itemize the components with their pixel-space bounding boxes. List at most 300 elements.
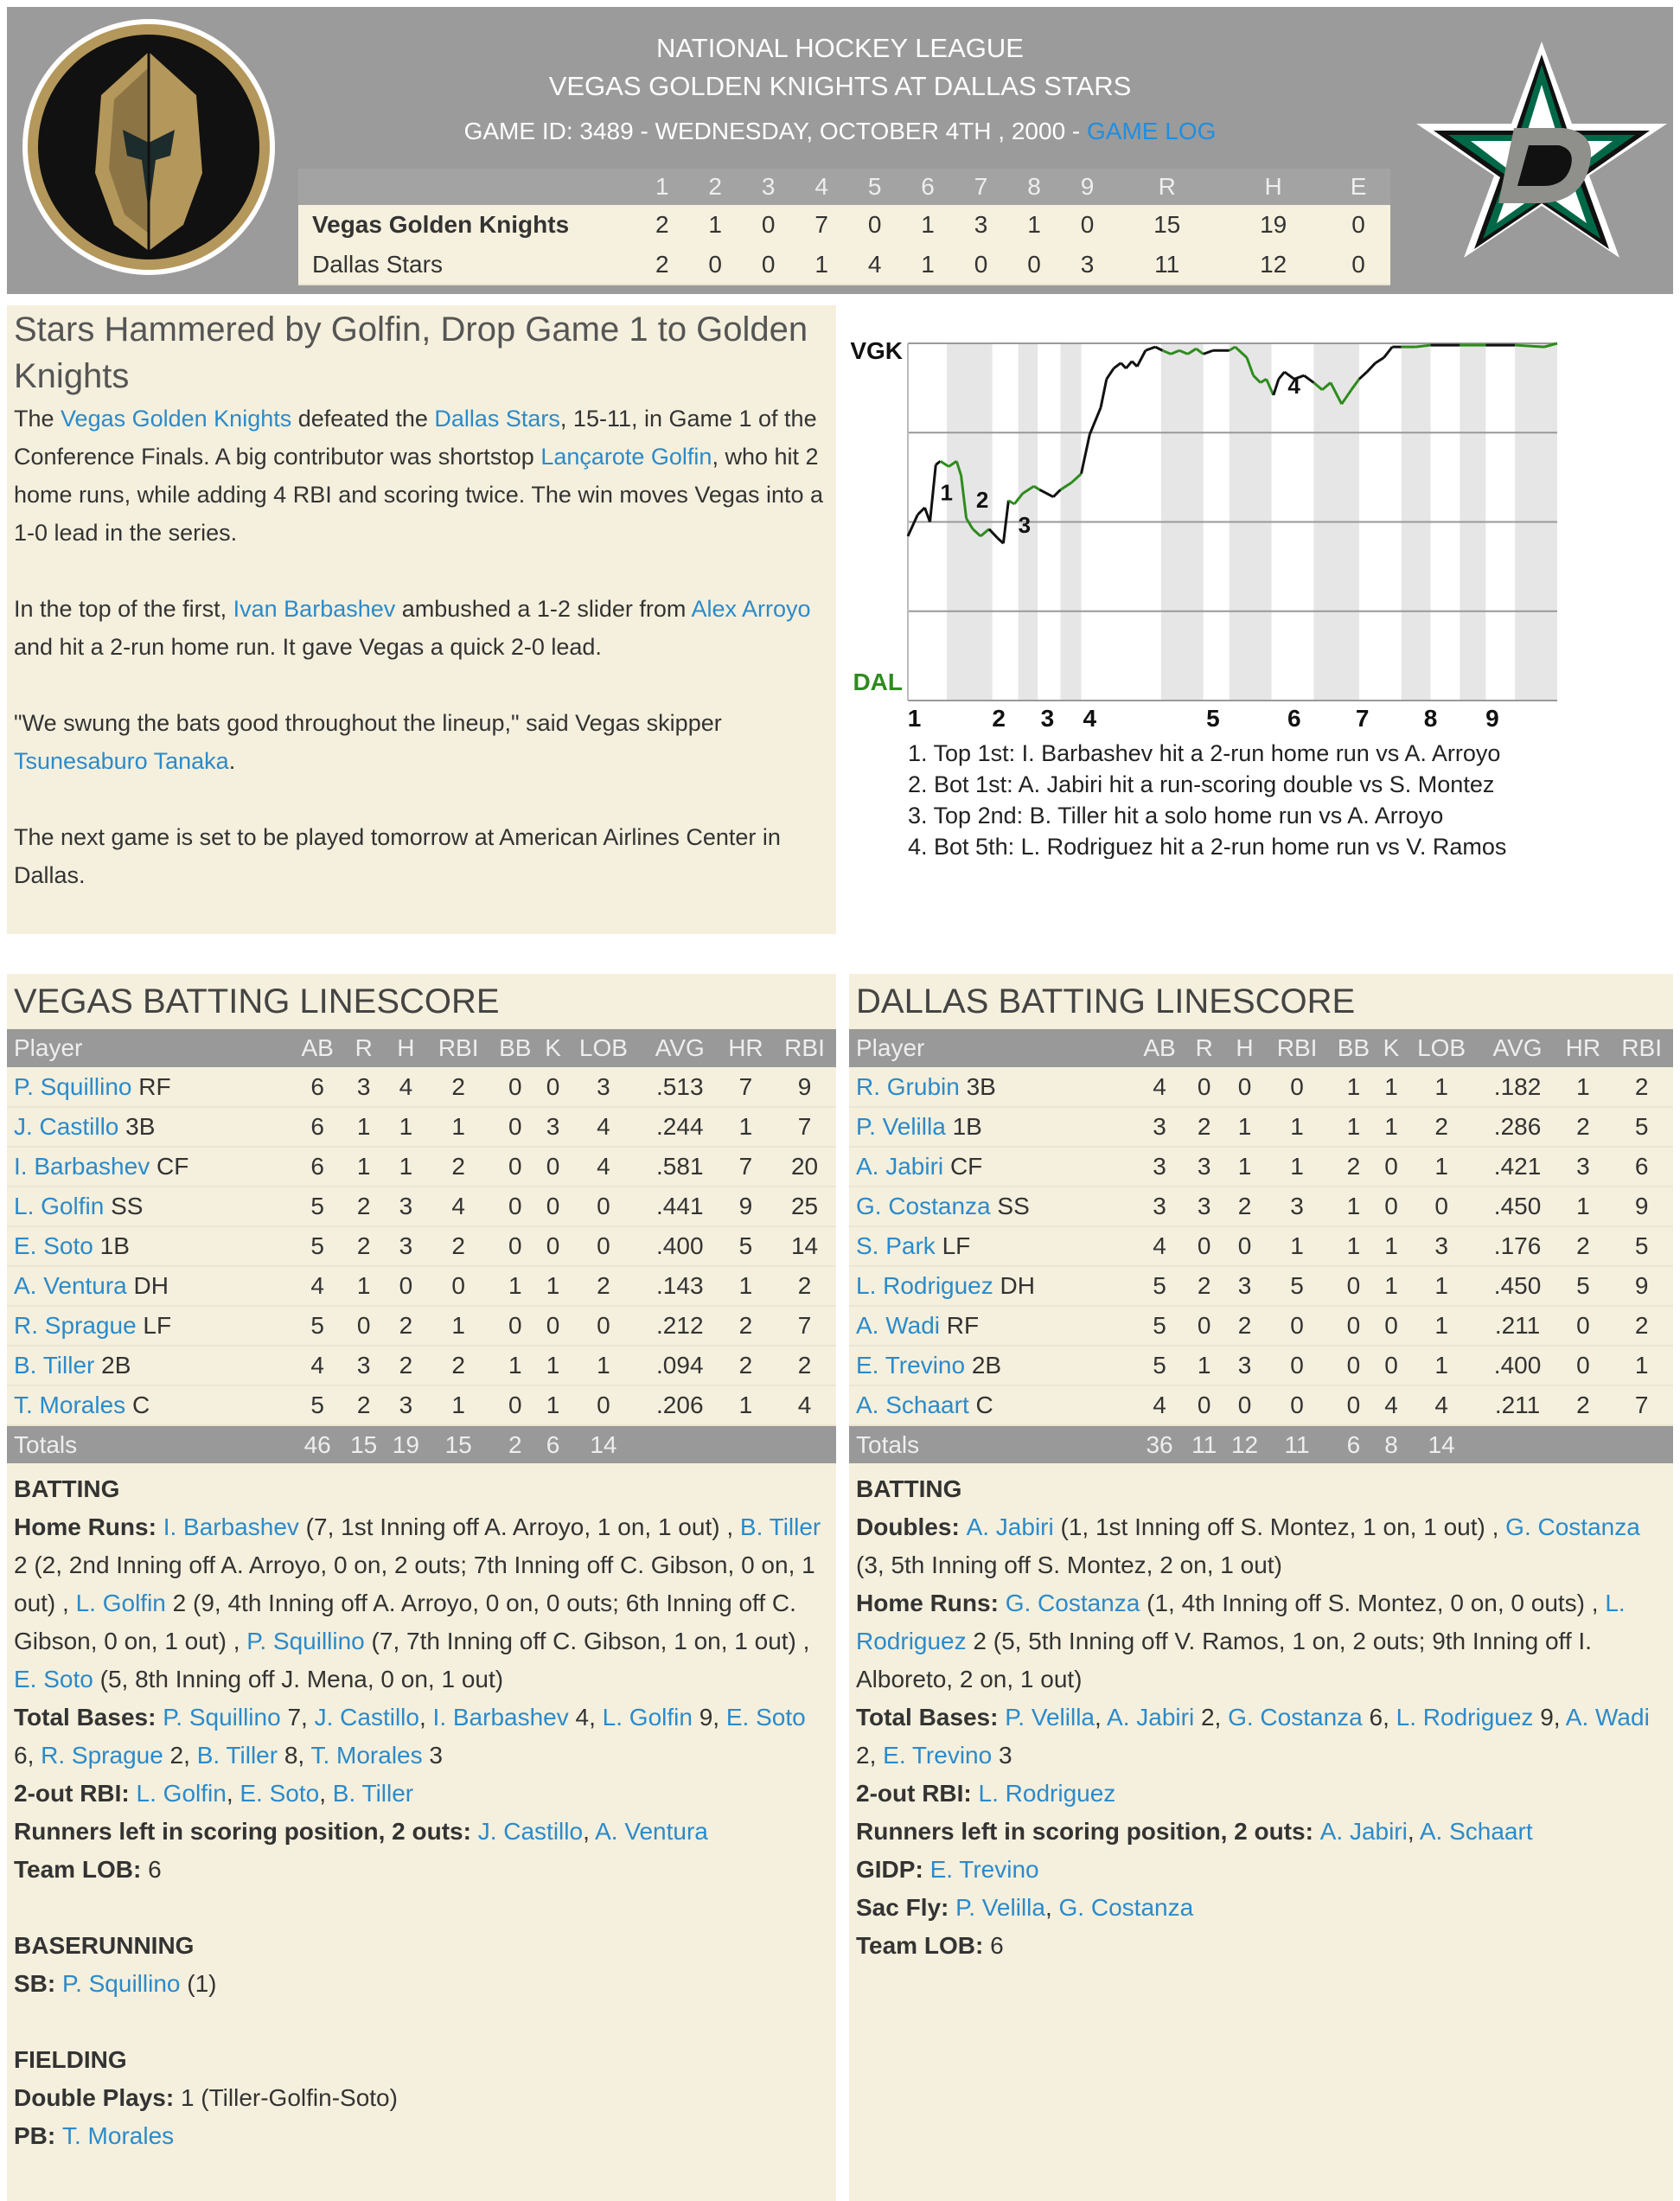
linescore-header — [298, 169, 1390, 205]
player-position: 1B — [952, 1113, 982, 1140]
note-line — [14, 1851, 829, 1889]
linescore-col-header: 6 — [901, 169, 954, 205]
player-position: C — [131, 1392, 150, 1418]
totals-cell: 6 — [1328, 1425, 1378, 1463]
totals-cell: 8 — [1378, 1425, 1403, 1463]
game-log-link[interactable]: GAME LOG — [1087, 118, 1217, 144]
stat-cell: 5 — [1555, 1266, 1610, 1306]
player-link[interactable]: A. Jabiri — [1319, 1818, 1408, 1845]
player-cell — [7, 1187, 292, 1226]
batting-row — [7, 1107, 836, 1147]
game-recap-article — [7, 305, 836, 934]
player-link[interactable]: E. Trevino — [856, 1352, 966, 1379]
note-text: 2, — [1194, 1704, 1229, 1731]
player-link[interactable]: P. Velilla — [856, 1113, 946, 1140]
stat-cell: 0 — [490, 1067, 540, 1107]
player-link[interactable]: A. Ventura — [595, 1818, 708, 1845]
linescore-col-header: 7 — [955, 169, 1007, 205]
batting-header-row — [7, 1029, 836, 1067]
batting-row — [849, 1067, 1673, 1107]
stat-cell: 3 — [565, 1067, 642, 1107]
batting-col-header: RBI — [773, 1029, 836, 1067]
event-marker: 3 — [1018, 511, 1032, 538]
note-line — [856, 1813, 1666, 1851]
vgk-axis-label: VGK — [850, 337, 903, 364]
player-link[interactable]: L. Rodriguez — [856, 1590, 1626, 1654]
stat-cell: 0 — [565, 1385, 642, 1425]
linescore-cell: 7 — [795, 205, 847, 245]
player-link[interactable]: I. Barbashev — [163, 1513, 299, 1540]
stat-cell: .211 — [1479, 1385, 1556, 1425]
note-text: (1, 4th Inning off S. Montez, 0 on, 0 outs) , — [1140, 1590, 1606, 1616]
player-link[interactable]: A. Jabiri — [856, 1153, 944, 1180]
player-link[interactable]: R. Sprague — [41, 1742, 163, 1769]
wp-line-segment — [930, 464, 936, 521]
note-text: 2 (5, 5th Inning off V. Ramos, 1 on, 2 outs; 9th Inning off I. Alboreto, 2 on, 1 out) — [856, 1628, 1592, 1692]
linescore-col-header: 1 — [636, 169, 688, 205]
inning-label: 4 — [1083, 705, 1097, 732]
player-link[interactable]: A. Schaart — [856, 1392, 969, 1418]
note-label: Doubles: — [856, 1513, 967, 1540]
batting-col-header: K — [540, 1029, 565, 1067]
stat-cell: 3 — [1223, 1346, 1265, 1385]
player-position: 1B — [99, 1232, 130, 1259]
linescore-cell: 2 — [636, 245, 688, 285]
stat-cell: 1 — [1404, 1346, 1479, 1385]
linescore-cell: 3 — [1061, 245, 1114, 285]
stat-cell: 0 — [1185, 1226, 1223, 1266]
stat-cell: 1 — [565, 1346, 642, 1385]
player-link[interactable]: A. Wadi — [856, 1312, 940, 1339]
note-text: , who hit 2 home runs, while adding 4 RBI and scoring twice. The win moves Vegas into a 1-0 lead in the series. — [14, 444, 824, 546]
stat-cell: 1 — [719, 1385, 773, 1425]
totals-cell: 36 — [1134, 1425, 1185, 1463]
player-link[interactable]: P. Squillino — [163, 1704, 281, 1731]
stat-cell: 0 — [342, 1306, 385, 1346]
batting-col-header: AVG — [1479, 1029, 1556, 1067]
stat-cell: 0 — [1328, 1385, 1378, 1425]
vegas-notes — [7, 1463, 836, 2155]
linescore-cell: 11 — [1114, 245, 1220, 285]
player-position: SS — [997, 1193, 1030, 1219]
stat-cell: 2 — [1185, 1107, 1223, 1147]
stat-cell: 0 — [490, 1226, 540, 1266]
stat-cell: 4 — [773, 1385, 836, 1425]
player-link[interactable]: S. Park — [856, 1232, 936, 1259]
notes-section-title: BATTING — [14, 1475, 120, 1502]
player-link[interactable]: B. Tiller — [196, 1742, 278, 1769]
batting-row — [7, 1306, 836, 1346]
stat-cell: 9 — [719, 1187, 773, 1226]
stat-cell: 0 — [1328, 1346, 1378, 1385]
player-cell — [7, 1306, 292, 1346]
linescore-cell: 2 — [636, 205, 688, 245]
player-link[interactable]: L. Rodriguez — [856, 1272, 993, 1299]
stat-cell: 4 — [1134, 1226, 1185, 1266]
stat-cell: 14 — [773, 1226, 836, 1266]
stat-cell: 0 — [540, 1067, 565, 1107]
totals-cell — [773, 1425, 836, 1463]
player-link[interactable]: E. Trevino — [929, 1856, 1039, 1883]
totals-cell: 14 — [565, 1425, 642, 1463]
player-link[interactable]: J. Castillo — [14, 1113, 119, 1140]
note-label: Home Runs: — [856, 1590, 1006, 1616]
player-link[interactable]: B. Tiller — [332, 1780, 414, 1807]
player-link[interactable]: A. Jabiri — [966, 1513, 1054, 1540]
player-link[interactable]: B. Tiller — [739, 1513, 821, 1540]
batting-row — [7, 1067, 836, 1107]
batting-col-header: H — [385, 1029, 427, 1067]
stat-cell: 0 — [1223, 1385, 1265, 1425]
note-text: (1, 1st Inning off S. Montez, 1 on, 1 out) , — [1053, 1513, 1506, 1540]
stat-cell: 0 — [1266, 1306, 1329, 1346]
player-cell — [7, 1107, 292, 1147]
linescore-col-header: H — [1220, 169, 1326, 205]
stat-cell: 4 — [427, 1187, 490, 1226]
dallas-batting-table — [849, 1029, 1673, 1463]
player-link[interactable]: A. Jabiri — [1107, 1704, 1195, 1731]
wp-line-segment — [1146, 347, 1155, 350]
player-link[interactable]: E. Soto — [14, 1232, 93, 1259]
player-link[interactable]: L. Rodriguez — [1396, 1704, 1534, 1731]
note-text: (5, 8th Inning off J. Mena, 0 on, 1 out) — [93, 1666, 504, 1692]
player-position: DH — [1000, 1272, 1035, 1299]
player-link[interactable]: Dallas Stars — [434, 406, 560, 432]
totals-cell: 2 — [490, 1425, 540, 1463]
wp-line-segment — [1082, 434, 1090, 473]
stat-cell: 1 — [385, 1107, 427, 1147]
batting-row — [7, 1346, 836, 1385]
linescore-col-header: 2 — [688, 169, 741, 205]
batting-col-header: AB — [292, 1029, 342, 1067]
note-label: Double Plays: — [14, 2084, 181, 2111]
wp-line-segment — [1204, 350, 1213, 354]
stat-cell: 9 — [1610, 1187, 1673, 1226]
wp-line-segment — [908, 515, 917, 536]
batting-row — [849, 1306, 1673, 1346]
event-annotation: 3. Top 2nd: B. Tiller hit a solo home run vs A. Arroyo — [908, 803, 1444, 829]
player-link[interactable]: Ivan Barbashev — [233, 596, 396, 622]
player-link[interactable]: G. Costanza — [856, 1193, 991, 1219]
player-link[interactable]: A. Ventura — [14, 1272, 127, 1299]
player-link[interactable]: R. Grubin — [856, 1072, 960, 1100]
note-text: 2, — [856, 1742, 884, 1769]
stat-cell: 7 — [719, 1147, 773, 1187]
stat-cell: 0 — [490, 1306, 540, 1346]
stat-cell: 7 — [773, 1306, 836, 1346]
stat-cell: 1 — [342, 1147, 385, 1187]
batting-row — [7, 1147, 836, 1187]
linescore-col-header: 3 — [742, 169, 795, 205]
linescore-cell: 0 — [742, 245, 795, 285]
team-header — [298, 169, 636, 205]
stat-cell: 2 — [427, 1067, 490, 1107]
player-link[interactable]: J. Castillo — [314, 1704, 419, 1731]
stat-cell: 2 — [1223, 1306, 1265, 1346]
wp-line-segment — [1367, 363, 1376, 372]
note-text: 6 — [148, 1856, 162, 1883]
note-label: GIDP: — [856, 1856, 930, 1883]
player-link[interactable]: E. Soto — [14, 1666, 93, 1692]
batting-row — [849, 1266, 1673, 1306]
stat-cell: 2 — [427, 1226, 490, 1266]
note-label: Runners left in scoring position, 2 outs: — [856, 1818, 1320, 1845]
linescore-cell: 0 — [1326, 245, 1390, 285]
stat-cell: 0 — [490, 1187, 540, 1226]
player-link[interactable]: A. Wadi — [1565, 1704, 1650, 1731]
stat-cell: 0 — [1266, 1346, 1329, 1385]
note-text: (3, 5th Inning off S. Montez, 2 on, 1 out) — [856, 1552, 1282, 1578]
stat-cell: 0 — [385, 1266, 427, 1306]
wp-line-segment — [1089, 407, 1101, 434]
stat-cell: 0 — [540, 1187, 565, 1226]
player-link[interactable]: A. Schaart — [1419, 1818, 1533, 1845]
note-text: 6, — [1362, 1704, 1396, 1731]
dallas-batting-title: DALLAS BATTING LINESCORE — [856, 982, 1356, 1021]
stat-cell: 3 — [540, 1107, 565, 1147]
stat-cell: 1 — [490, 1346, 540, 1385]
stat-cell: 4 — [1378, 1385, 1403, 1425]
stat-cell: 1 — [540, 1385, 565, 1425]
player-cell — [849, 1187, 1134, 1226]
player-link[interactable]: Alex Arroyo — [691, 596, 811, 622]
win-probability-svg — [839, 305, 1680, 859]
stat-cell: 1 — [1378, 1266, 1403, 1306]
stat-cell: 5 — [1134, 1346, 1185, 1385]
player-link[interactable]: G. Costanza — [1228, 1704, 1363, 1731]
stat-cell: 1 — [1378, 1107, 1403, 1147]
stat-cell: 0 — [490, 1385, 540, 1425]
vegas-batting-panel — [7, 974, 836, 2201]
stat-cell: .094 — [642, 1346, 719, 1385]
note-label: Sac Fly: — [856, 1894, 956, 1921]
player-link[interactable]: T. Morales — [14, 1392, 126, 1418]
wp-line-segment — [1376, 358, 1384, 363]
player-cell — [849, 1306, 1134, 1346]
player-link[interactable]: P. Squillino — [14, 1072, 132, 1100]
player-link[interactable]: Vegas Golden Knights — [61, 406, 292, 432]
player-link[interactable]: E. Trevino — [883, 1742, 993, 1769]
stat-cell: 1 — [1404, 1266, 1479, 1306]
linescore-col-header: E — [1326, 169, 1390, 205]
note-text: , — [319, 1780, 333, 1807]
stat-cell: 2 — [773, 1266, 836, 1306]
event-annotation: 4. Bot 5th: L. Rodriguez hit a 2-run home run vs V. Ramos — [908, 834, 1507, 859]
batting-row — [7, 1187, 836, 1226]
dallas-batting-panel — [849, 974, 1673, 2201]
stat-cell: 7 — [773, 1107, 836, 1147]
totals-cell — [1555, 1425, 1610, 1463]
stat-cell: 1 — [1404, 1306, 1479, 1346]
stat-cell: .176 — [1479, 1226, 1556, 1266]
note-line — [14, 1775, 829, 1813]
stat-cell: 2 — [1185, 1266, 1223, 1306]
wp-line-segment — [1137, 350, 1146, 367]
event-annotation: 1. Top 1st: I. Barbashev hit a 2-run home run vs A. Arroyo — [908, 740, 1501, 766]
stat-cell: 20 — [773, 1147, 836, 1187]
stat-cell: .286 — [1479, 1107, 1556, 1147]
batting-row — [849, 1226, 1673, 1266]
note-line — [14, 1965, 829, 2003]
player-cell — [7, 1385, 292, 1425]
player-cell — [849, 1385, 1134, 1425]
player-link[interactable]: E. Soto — [240, 1780, 320, 1807]
stat-cell: 4 — [385, 1067, 427, 1107]
player-link[interactable]: J. Castillo — [477, 1818, 584, 1845]
linescore-row — [298, 245, 1390, 285]
note-text: 9, — [692, 1704, 726, 1731]
stat-cell: 0 — [540, 1147, 565, 1187]
stat-cell: 1 — [490, 1266, 540, 1306]
stat-cell: 1 — [1328, 1107, 1378, 1147]
note-text: 6 — [990, 1932, 1004, 1959]
dallas-notes — [849, 1463, 1673, 1965]
stat-cell: 1 — [385, 1147, 427, 1187]
stat-cell: 6 — [292, 1147, 342, 1187]
player-cell — [849, 1266, 1134, 1306]
stat-cell: 1 — [1266, 1226, 1329, 1266]
player-link[interactable]: P. Velilla — [1005, 1704, 1095, 1731]
player-cell — [7, 1226, 292, 1266]
totals-row — [7, 1425, 836, 1463]
stat-cell: 9 — [773, 1067, 836, 1107]
note-line — [856, 1508, 1666, 1584]
wp-line-segment — [1515, 345, 1544, 347]
league-title: NATIONAL HOCKEY LEAGUE — [656, 33, 1024, 63]
player-link[interactable]: R. Sprague — [14, 1312, 137, 1339]
note-line — [14, 1813, 829, 1851]
player-link[interactable]: L. Golfin — [136, 1780, 227, 1807]
inning-label: 1 — [907, 705, 922, 732]
batting-col-header: LOB — [1404, 1029, 1479, 1067]
team-name: Vegas Golden Knights — [298, 205, 636, 245]
note-label: Team LOB: — [856, 1932, 991, 1959]
stat-cell: .450 — [1479, 1187, 1556, 1226]
linescore-cell: 1 — [901, 205, 954, 245]
note-line — [856, 1775, 1666, 1813]
batting-row — [849, 1147, 1673, 1187]
player-link[interactable]: L. Golfin — [75, 1590, 166, 1616]
player-link[interactable]: I. Barbashev — [432, 1704, 569, 1731]
stat-cell: 3 — [385, 1226, 427, 1266]
stat-cell: 1 — [1555, 1067, 1610, 1107]
player-link[interactable]: G. Costanza — [1058, 1894, 1194, 1921]
player-link[interactable]: I. Barbashev — [14, 1153, 150, 1180]
wp-line-segment — [1053, 489, 1060, 496]
wp-line-segment — [1101, 379, 1107, 407]
note-text: The — [14, 406, 61, 432]
player-link[interactable]: T. Morales — [310, 1742, 423, 1769]
stat-cell: 3 — [1134, 1147, 1185, 1187]
linescore-col-header: 9 — [1061, 169, 1114, 205]
inning-label: 6 — [1287, 705, 1301, 732]
stat-cell: .244 — [642, 1107, 719, 1147]
stat-cell: .400 — [1479, 1346, 1556, 1385]
stat-cell: 0 — [565, 1187, 642, 1226]
notes-section-title: BASERUNNING — [14, 1932, 195, 1959]
stat-cell: 1 — [1610, 1346, 1673, 1385]
player-position: CF — [156, 1153, 189, 1180]
linescore-cell: 0 — [848, 205, 901, 245]
player-link[interactable]: L. Golfin — [14, 1193, 105, 1219]
linescore-cell: 0 — [742, 205, 795, 245]
player-position: RF — [946, 1312, 980, 1339]
player-link[interactable]: G. Costanza — [1005, 1590, 1140, 1616]
stat-cell: 6 — [1610, 1147, 1673, 1187]
totals-cell: 14 — [1404, 1425, 1479, 1463]
stat-cell: 4 — [1404, 1385, 1479, 1425]
inning-label: 3 — [1040, 705, 1055, 732]
stat-cell: 5 — [292, 1306, 342, 1346]
totals-cell — [1479, 1425, 1556, 1463]
stat-cell: 5 — [1266, 1266, 1329, 1306]
stat-cell: 0 — [1328, 1266, 1378, 1306]
note-text: , — [418, 1704, 433, 1731]
linescore-col-header: R — [1114, 169, 1220, 205]
inning-label: 7 — [1355, 705, 1370, 732]
linescore-cell: 0 — [688, 245, 741, 285]
stat-cell: 0 — [490, 1107, 540, 1147]
player-position: 2B — [101, 1352, 131, 1379]
stat-cell: 4 — [1134, 1067, 1185, 1107]
event-marker: 1 — [940, 479, 954, 506]
player-link[interactable]: P. Squillino — [246, 1628, 365, 1654]
inning-label: 2 — [992, 705, 1006, 732]
linescore-cell: 3 — [955, 205, 1007, 245]
stat-cell: 2 — [719, 1346, 773, 1385]
batting-row — [849, 1385, 1673, 1425]
batting-row — [7, 1266, 836, 1306]
player-link[interactable]: L. Rodriguez — [978, 1780, 1116, 1807]
player-link[interactable]: T. Morales — [62, 2122, 175, 2149]
linescore-cell: 12 — [1220, 245, 1326, 285]
note-line — [856, 1584, 1666, 1699]
note-text: The next game is set to be played tomorrow at American Airlines Center in Dallas. — [14, 824, 781, 888]
player-link[interactable]: L. Golfin — [602, 1704, 693, 1731]
player-link[interactable]: Lançarote Golfin — [540, 444, 712, 470]
totals-cell: 11 — [1185, 1425, 1223, 1463]
player-link[interactable]: G. Costanza — [1505, 1513, 1640, 1540]
player-link[interactable]: B. Tiller — [14, 1352, 95, 1379]
stat-cell: 3 — [385, 1187, 427, 1226]
linescore-col-header: 8 — [1007, 169, 1060, 205]
linescore-cell: 0 — [1326, 205, 1390, 245]
stat-cell: 6 — [292, 1107, 342, 1147]
player-cell — [7, 1067, 292, 1107]
stat-cell: 0 — [1555, 1346, 1610, 1385]
wp-line-segment — [1304, 375, 1313, 382]
player-link[interactable]: P. Squillino — [62, 1970, 181, 1997]
player-link[interactable]: P. Velilla — [955, 1894, 1045, 1921]
note-label: 2-out RBI: — [14, 1780, 137, 1807]
linescore-cell: 1 — [688, 205, 741, 245]
batting-row — [7, 1226, 836, 1266]
batting-col-header: K — [1378, 1029, 1403, 1067]
note-text: , — [583, 1818, 596, 1845]
note-line — [14, 2117, 829, 2155]
stat-cell: 0 — [427, 1266, 490, 1306]
stat-cell: 1 — [427, 1385, 490, 1425]
stat-cell: 0 — [490, 1147, 540, 1187]
dal-axis-label: DAL — [853, 669, 903, 695]
player-link[interactable]: E. Soto — [725, 1704, 806, 1731]
stat-cell: 25 — [773, 1187, 836, 1226]
stat-cell: 4 — [565, 1147, 642, 1187]
note-text: (7, 7th Inning off C. Gibson, 1 on, 1 out) , — [364, 1628, 810, 1654]
stat-cell: 2 — [1555, 1107, 1610, 1147]
totals-cell — [719, 1425, 773, 1463]
player-link[interactable]: Tsunesaburo Tanaka — [14, 748, 229, 774]
